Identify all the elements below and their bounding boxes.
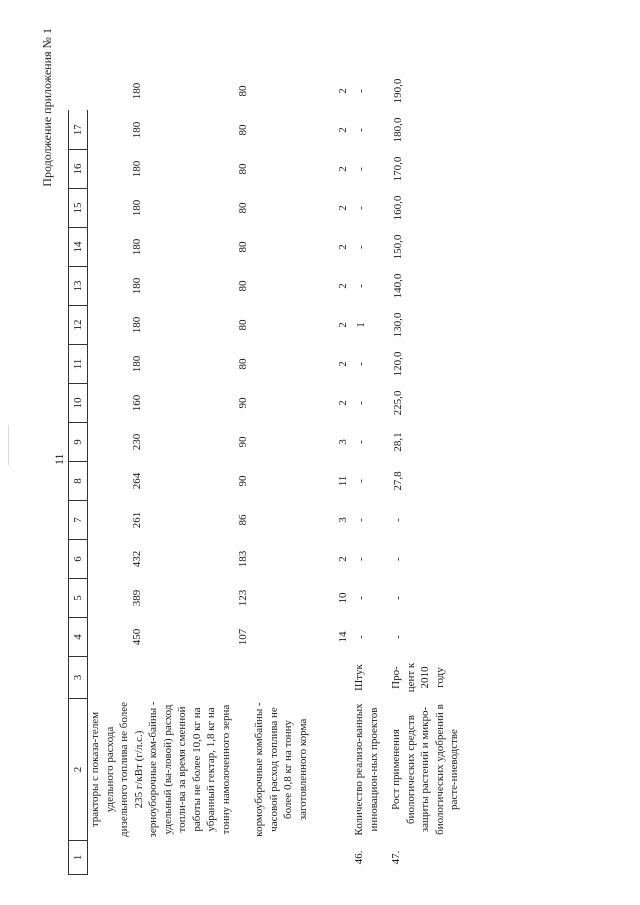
continuation-header: Продолжение приложения № 1: [40, 28, 54, 187]
col-header-1: 1: [69, 841, 88, 875]
cell-col-17: 180: [130, 82, 143, 100]
col-header-6: 6: [69, 540, 88, 579]
cell-col-8: 90: [236, 436, 249, 448]
row-number: [146, 841, 252, 875]
cell-col-5: 432: [130, 550, 143, 568]
cell-col-4: -: [355, 596, 368, 600]
cell-col-12: 80: [236, 280, 249, 292]
table-header: [69, 72, 88, 875]
page-number: 11: [52, 453, 66, 465]
table-body: [88, 72, 482, 875]
cell-col-15: 2: [336, 166, 349, 172]
cell-col-5: 2: [336, 556, 349, 562]
cell-col-16: 180,0: [392, 117, 405, 143]
cell-col-15: -: [355, 167, 368, 171]
cell-col-3: 14: [336, 631, 349, 643]
cell-col-5: 183: [236, 550, 249, 568]
row-number: [252, 841, 352, 875]
row-description: Рост применения биологических средств защиты растений и микро-биологических удобрений в расте-ниеводстве: [390, 704, 461, 835]
table-row: [252, 72, 352, 875]
cell-col-7: 11: [336, 475, 349, 487]
row-unit: [146, 657, 252, 699]
cell-col-5: -: [392, 557, 405, 561]
cell-col-12: 180: [130, 277, 143, 295]
cell-col-9: 2: [336, 400, 349, 406]
row-description: Количество реализо-ванных инновацион-ных проектов: [353, 703, 380, 836]
cell-col-6: 86: [236, 514, 249, 526]
cell-col-13: 80: [236, 241, 249, 253]
cell-col-7: 27,8: [392, 471, 405, 491]
col-header-3: 3: [69, 657, 88, 699]
cell-col-7: 90: [236, 475, 249, 487]
cell-col-12: -: [355, 284, 368, 288]
cell-col-9: 225,0: [392, 390, 405, 416]
cell-col-4: 10: [336, 592, 349, 604]
cell-col-11: 180: [130, 316, 143, 334]
cell-col-14: 160,0: [392, 195, 405, 221]
cell-col-14: 180: [130, 199, 143, 217]
col-header-16: 16: [69, 150, 88, 189]
cell-col-4: 389: [130, 589, 143, 607]
row-number: 47.: [390, 850, 403, 865]
row-description: кормоуборочные комбайны - часовой расход топлива не более 0,8 кг на тонну заготовленного корма: [253, 702, 309, 837]
cell-col-14: 80: [236, 202, 249, 214]
cell-col-4: -: [392, 596, 405, 600]
cell-col-17: 2: [336, 88, 349, 94]
cell-col-8: -: [355, 440, 368, 444]
cell-col-10: 180: [130, 355, 143, 373]
cell-col-6: -: [392, 518, 405, 522]
cell-col-8: 3: [336, 439, 349, 445]
appendix-table: [68, 72, 481, 876]
cell-col-14: 2: [336, 205, 349, 211]
cell-col-11: 1: [355, 322, 368, 328]
cell-col-14: -: [355, 206, 368, 210]
table-row: [88, 72, 147, 875]
cell-col-3: -: [392, 635, 405, 639]
cell-col-17: -: [355, 89, 368, 93]
col-header-4: 4: [69, 618, 88, 657]
cell-col-13: 2: [336, 244, 349, 250]
cell-col-10: 120,0: [392, 351, 405, 377]
cell-col-11: 80: [236, 319, 249, 331]
row-number: 46.: [353, 850, 366, 865]
cell-col-7: 264: [130, 472, 143, 490]
cell-col-15: 170,0: [392, 156, 405, 182]
row-unit: Про-цент к 2010 году: [390, 662, 446, 693]
cell-col-17: 190,0: [392, 78, 405, 104]
col-header-10: 10: [69, 384, 88, 423]
cell-col-3: -: [355, 635, 368, 639]
cell-col-3: 107: [236, 628, 249, 646]
cell-col-13: -: [355, 245, 368, 249]
table-row: [389, 72, 481, 875]
cell-col-17: 80: [236, 85, 249, 97]
cell-col-9: 160: [130, 394, 143, 412]
col-header-8: 8: [69, 462, 88, 501]
row-unit: Штук: [353, 664, 366, 691]
row-unit: [252, 657, 352, 699]
cell-col-10: 2: [336, 361, 349, 367]
table-row: [146, 72, 252, 875]
cell-col-5: -: [355, 557, 368, 561]
col-header-15: 15: [69, 189, 88, 228]
cell-col-8: 28,1: [392, 432, 405, 452]
scan-artifact-line: [8, 425, 9, 465]
cell-col-7: -: [355, 479, 368, 483]
cell-col-16: -: [355, 128, 368, 132]
cell-col-11: 2: [336, 322, 349, 328]
cell-col-6: 3: [336, 517, 349, 523]
cell-col-11: 130,0: [392, 312, 405, 338]
row-description: тракторы с показа-телем удельного расхода дизельного топлива не более 235 г/кВт (г/л.с.): [89, 702, 145, 837]
table-row: [352, 72, 389, 875]
col-header-13: 13: [69, 267, 88, 306]
col-header-7: 7: [69, 501, 88, 540]
cell-col-3: 450: [130, 628, 143, 646]
col-header-12: 12: [69, 306, 88, 345]
cell-col-16: 80: [236, 124, 249, 136]
cell-col-12: 140,0: [392, 273, 405, 299]
cell-col-12: 2: [336, 283, 349, 289]
cell-col-10: -: [355, 362, 368, 366]
row-unit: [88, 657, 147, 699]
cell-col-9: 90: [236, 397, 249, 409]
cell-col-10: 80: [236, 358, 249, 370]
cell-col-6: 261: [130, 511, 143, 529]
row-number: [88, 841, 147, 875]
col-header-17: 17: [69, 111, 88, 150]
col-header-5: 5: [69, 579, 88, 618]
cell-col-8: 230: [130, 433, 143, 451]
col-header-11: 11: [69, 345, 88, 384]
row-description: зерноуборочные ком-байны - удельный (ва-ловой) расход топли-ва за время сменной работы не более 10,0 кг на убранный гектар, 1,8 кг на тонну намолоченного зерна: [147, 701, 232, 838]
cell-col-9: -: [355, 401, 368, 405]
cell-col-15: 180: [130, 160, 143, 178]
cell-col-13: 150,0: [392, 234, 405, 260]
cell-col-4: 123: [236, 589, 249, 607]
cell-col-6: -: [355, 518, 368, 522]
header-row: [69, 72, 88, 875]
cell-col-16: 180: [130, 121, 143, 139]
cell-col-15: 80: [236, 163, 249, 175]
cell-col-13: 180: [130, 238, 143, 256]
col-header-14: 14: [69, 228, 88, 267]
col-header-9: 9: [69, 423, 88, 462]
col-header-2: 2: [69, 699, 88, 841]
cell-col-16: 2: [336, 127, 349, 133]
